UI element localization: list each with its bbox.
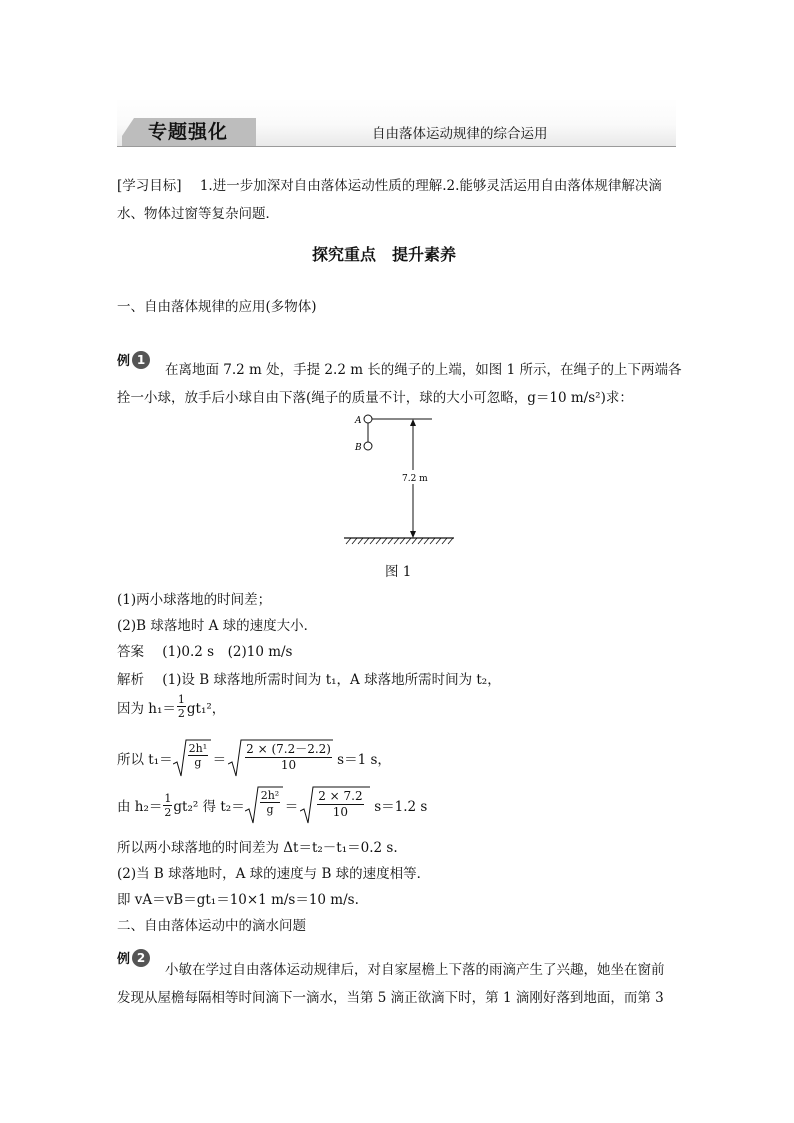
example1-label: 例 [117, 354, 131, 369]
page-title: 自由落体运动规律的综合运用 [372, 126, 548, 142]
t2-frac-denominator: g [266, 803, 274, 816]
arrow-down-icon [410, 531, 416, 538]
example1-number: 1 [132, 351, 150, 369]
so-t1-text: 所以 t₁＝ [117, 752, 173, 768]
half-denominator: 2 [177, 707, 185, 720]
sqrt-t1-symbolic [173, 738, 211, 778]
t1-frac-numerator: 2h¹ [188, 742, 208, 755]
t1-expr-denominator: 10 [280, 758, 297, 772]
t1-result: s＝1 s， [337, 752, 391, 768]
figure1-diagram [340, 408, 465, 548]
part1-title: 一、自由落体规律的应用(多物体) [117, 299, 317, 315]
example1-line-2: 拴一小球，放手后小球自由下落(绳子的质量不计，球的大小可忽略，g＝10 m/s²)求： [117, 390, 633, 406]
example2-badge [117, 948, 150, 967]
figure1-label-b: B [355, 443, 362, 453]
half-numerator: 1 [177, 693, 185, 706]
half-fraction [177, 694, 186, 719]
equation-t1: 所以 t₁＝ $\frac{\text{2h¹}}{g}$ ＝ $\frac{2 \times (7.2-2.2)}{10}$ s＝1 s， [117, 738, 391, 778]
example1-badge [117, 350, 150, 369]
answer-label: 答案 [117, 644, 144, 660]
objectives-label: [学习目标] [117, 178, 182, 194]
objectives-text-1: 1.进一步加深对自由落体运动性质的理解.2.能够灵活运用自由落体规律解决滴 [199, 178, 662, 194]
t2-expr-numerator: 2 × 7.2 [318, 789, 363, 803]
objectives-line-1 [117, 174, 662, 194]
example2-line-2: 发现从屋檐每隔相等时间滴下一滴水，当第 5 滴正欲滴下时，第 1 滴刚好落到地面，而第 3 [117, 990, 664, 1006]
time-difference-line: 所以两小球落地的时间差为 Δt＝t₂－t₁＝0.2 s. [117, 840, 398, 856]
ground-hatch [346, 538, 453, 544]
t2-expr-denominator: 10 [332, 805, 349, 819]
from-text: 由 h₂＝ [117, 799, 163, 815]
t2-frac-numerator: 2h² [260, 789, 280, 802]
from-tail: gt₂² 得 t₂＝ [173, 799, 245, 815]
sqrt-t2-symbolic [245, 785, 283, 825]
velocity-line: 即 vA＝vB＝gt₁＝10×1 m/s＝10 m/s. [117, 892, 359, 908]
figure1-height-label: 7.2 m [402, 474, 428, 484]
example2-line-1: 小敏在学过自由落体运动规律后，对自家屋檐上下落的雨滴产生了兴趣，她坐在窗前 [165, 962, 665, 978]
topic-tag-label: 专题强化 [148, 121, 229, 143]
sqrt-t1-numeric [228, 738, 333, 778]
equation-t2: 由 h₂＝ $\frac{1}{2}$ gt₂² 得 t₂＝ $\frac{\text{2h²}}{g}$ ＝ $\frac{2 \times 7.2}{10}$ s＝1.2 s [117, 785, 427, 825]
sqrt-t2-numeric [300, 785, 370, 825]
objectives-line-2: 水、物体过窗等复杂问题． [117, 206, 279, 222]
answer-text: (1)0.2 s (2)10 m/s [162, 644, 293, 660]
analysis-part-2: (2)当 B 球落地时，A 球的速度与 B 球的速度相等． [117, 866, 431, 882]
figure1-caption: 图 1 [385, 564, 412, 580]
ball-b-icon [364, 442, 372, 450]
example1-line-1: 在离地面 7.2 m 处，手提 2.2 m 长的绳子的上端，如图 1 所示，在绳子的上下两端各 [165, 362, 682, 378]
question-1: (1)两小球落地的时间差； [117, 592, 272, 608]
arrow-up-icon [410, 419, 416, 426]
t1-expr-numerator: 2 × (7.2－2.2) [246, 742, 331, 756]
part2-title: 二、自由落体运动中的滴水问题 [117, 918, 306, 934]
because-text: 因为 h₁＝ [117, 700, 176, 717]
answer-line [117, 640, 292, 660]
header-divider [117, 146, 676, 147]
figure1-label-a: A [355, 416, 362, 426]
section-title: 探究重点 提升素养 [312, 245, 457, 264]
t2-result: s＝1.2 s [374, 799, 428, 815]
analysis-label: 解析 [117, 672, 144, 688]
because-tail: gt₁²， [186, 700, 226, 717]
t1-frac-denominator: g [194, 756, 202, 769]
equation-h1 [117, 694, 225, 719]
example2-number: 2 [132, 949, 150, 967]
half-fraction-2: $\frac{1}{2}$ [164, 791, 172, 819]
analysis-text-1: (1)设 B 球落地所需时间为 t₁，A 球落地所需时间为 t₂， [162, 672, 501, 688]
ball-a-icon [364, 415, 372, 423]
example2-label: 例 [117, 952, 131, 967]
question-2: (2)B 球落地时 A 球的速度大小． [117, 618, 318, 634]
analysis-line-1 [117, 668, 501, 688]
